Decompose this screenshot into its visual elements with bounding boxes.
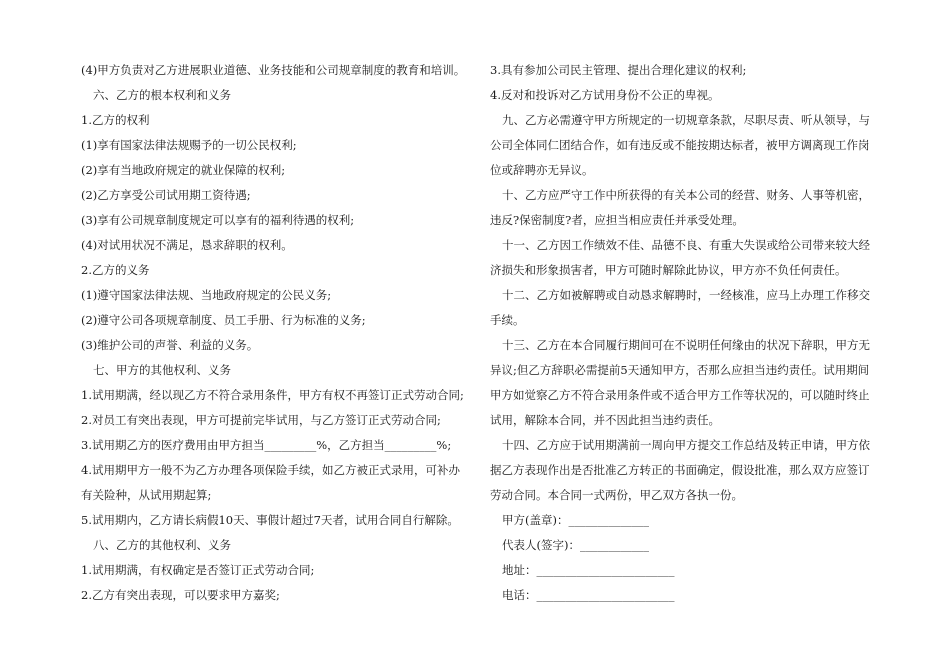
subheading: 2.乙方的义务 — [81, 263, 150, 277]
list-item: 4.试用期甲方一般不为乙方办理各项保险手续，如乙方被正式录用，可补办有关险种，从试用期起算; — [81, 463, 460, 502]
section-heading: 六、乙方的根本权利和义务 — [93, 88, 231, 102]
list-item: (2)享有当地政府规定的就业保障的权利; — [81, 163, 286, 177]
list-item: (1)遵守国家法律法规、当地政府规定的公民义务; — [81, 288, 332, 302]
signature-phone: 电话：________________________ — [502, 588, 675, 602]
subheading: 1.乙方的权利 — [81, 113, 150, 127]
signature-address: 地址：________________________ — [502, 563, 675, 577]
list-item: (2)乙方享受公司试用期工资待遇; — [81, 188, 251, 202]
list-item: 5.试用期内，乙方请长病假10天、事假计超过7天者，试用合同自行解除。 — [81, 513, 459, 527]
signature-party-a: 甲方(盖章)：______________ — [502, 513, 649, 527]
list-item: 3.具有参加公司民主管理、提出合理化建议的权利; — [490, 63, 747, 77]
list-item: (3)维护公司的声誉、利益的义务。 — [81, 338, 259, 352]
list-item: (3)享有公司规章制度规定可以享有的福利待遇的权利; — [81, 213, 355, 227]
left-column — [81, 58, 469, 608]
clause: 十四、乙方应于试用期满前一周向甲方提交工作总结及转正申请，甲方依据乙方表现作出是否批准乙方转正的书面确定，假设批准，那么双方应签订劳动合同。本合同一式两份，甲乙双方各执一份。 — [490, 438, 870, 502]
list-item: 3.试用期乙方的医疗费用由甲方担当_________%，乙方担当_________%; — [81, 438, 452, 452]
clause: 十一、乙方因工作绩效不佳、品德不良、有重大失误或给公司带来较大经济损失和形象损害者，甲方可随时解除此协议，甲方亦不负任何责任。 — [490, 238, 870, 277]
signature-representative: 代表人(签字)：____________ — [502, 538, 649, 552]
section-heading: 八、乙方的其他权利、义务 — [93, 538, 231, 552]
list-item: (2)遵守公司各项规章制度、员工手册、行为标准的义务; — [81, 313, 366, 327]
right-column — [490, 58, 878, 608]
list-item: 4.反对和投诉对乙方试用身份不公正的卑视。 — [490, 88, 720, 102]
list-item: (4)对试用状况不满足，恳求辞职的权利。 — [81, 238, 293, 252]
paragraph: (4)甲方负责对乙方进展职业道德、业务技能和公司规章制度的教育和培训。 — [81, 63, 466, 77]
clause: 十、乙方应严守工作中所获得的有关本公司的经营、财务、人事等机密，违反?保密制度?者，应担当相应责任并承受处理。 — [490, 188, 870, 227]
list-item: (1)享有国家法律法规赐予的一切公民权利; — [81, 138, 297, 152]
section-heading: 七、甲方的其他权利、义务 — [93, 363, 231, 377]
list-item: 1.试用期满，有权确定是否签订正式劳动合同; — [81, 563, 315, 577]
clause: 九、乙方必需遵守甲方所规定的一切规章条款，尽职尽责、听从领导，与公司全体同仁团结合作，如有违反或不能按期达标者，被甲方调离现工作岗位或辞聘亦无异议。 — [490, 113, 870, 177]
list-item: 1.试用期满，经以现乙方不符合录用条件，甲方有权不再签订正式劳动合同; — [81, 388, 464, 402]
list-item: 2.对员工有突出表现，甲方可提前完毕试用，与乙方签订正式劳动合同; — [81, 413, 441, 427]
clause: 十二、乙方如被解聘或自动恳求解聘时，一经核准，应马上办理工作移交手续。 — [490, 288, 870, 327]
clause: 十三、乙方在本合同履行期间可在不说明任何缘由的状况下辞职，甲方无异议;但乙方辞职必需提前5天通知甲方，否那么应担当违约责任。试用期间甲方如觉察乙方不符合录用条件或不适合甲方工作等状况的，可以随时终止试用，解除本合同，并不因此担当违约责任。 — [490, 338, 870, 427]
list-item: 2.乙方有突出表现，可以要求甲方嘉奖; — [81, 588, 280, 602]
